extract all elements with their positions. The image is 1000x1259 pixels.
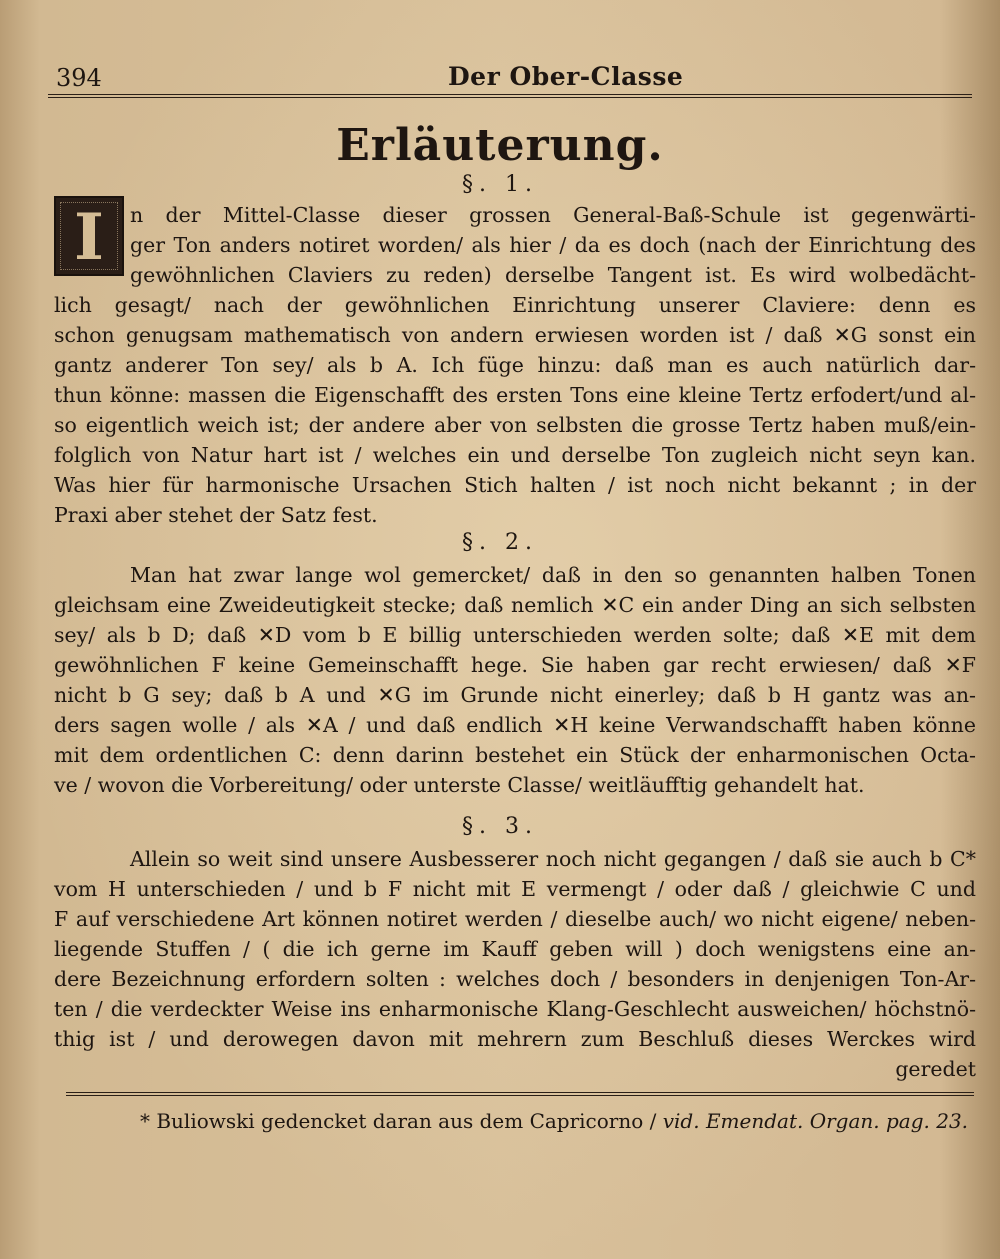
section-mark-3: §. 3. (462, 814, 538, 839)
paragraph-2-line-3: sey/ als b D; daß ✕D vom b E billig unterschieden werden solte; daß ✕E mit dem (54, 623, 976, 647)
footnote-rule (66, 1092, 974, 1096)
footnote-reference: vid. Emendat. Organ. pag. 23. (662, 1109, 969, 1133)
paragraph-3-line-1: Allein so weit sind unsere Ausbesserer noch nicht gegangen / daß sie auch b C* (130, 847, 976, 871)
paragraph-2-line-4: gewöhnlichen F keine Gemeinschafft hege. Sie haben gar recht erwiesen/ daß ✕F (54, 653, 976, 677)
paragraph-2-line-8: ve / wovon die Vorbereitung/ oder unterste Classe/ weitläufftig gehandelt hat. (54, 773, 865, 797)
paragraph-3-line-7: thig ist / und derowegen davon mit mehrern zum Beschluß dieses Werckes wird (54, 1027, 976, 1051)
paragraph-1-line-9: folglich von Natur hart ist / welches ein und derselbe Ton zugleich nicht seyn kan. (54, 443, 976, 467)
paragraph-3-line-3: F auf verschiedene Art können notiret werden / dieselbe auch/ wo nicht eigene/ neben- (54, 907, 976, 931)
footnote-text: * Buliowski gedencket daran aus dem Capricorno / (140, 1109, 663, 1133)
paragraph-3-line-5: dere Bezeichnung erfordern solten : welches doch / besonders in denjenigen Ton-Ar- (54, 967, 976, 991)
paragraph-2-line-2: gleichsam eine Zweideutigkeit stecke; daß nemlich ✕C ein ander Ding an sich selbsten (54, 593, 976, 617)
paragraph-2-line-7: mit dem ordentlichen C: denn darinn bestehet ein Stück der enharmonischen Octa- (54, 743, 976, 767)
header-rule (48, 94, 972, 98)
paragraph-1-line-5: schon genugsam mathematisch von andern erwiesen worden ist / daß ✕G sonst ein (54, 323, 976, 347)
paragraph-3-line-2: vom H unterschieden / und b F nicht mit E vermengt / oder daß / gleichwie C und (54, 877, 976, 901)
paragraph-1-line-7: thun könne: massen die Eigenschafft des ersten Tons eine kleine Tertz erfodert/und al- (54, 383, 976, 407)
paragraph-1-line-11: Praxi aber stehet der Satz fest. (54, 503, 378, 527)
paragraph-3-line-4: liegende Stuffen / ( die ich gerne im Kauff geben will ) doch wenigstens eine an- (54, 937, 976, 961)
page-header (48, 58, 972, 98)
paragraph-1-line-6: gantz anderer Ton sey/ als b A. Ich füge hinzu: daß man es auch natürlich dar- (54, 353, 976, 377)
paragraph-1-line-8: so eigentlich weich ist; der andere aber von selbsten die grosse Tertz haben muß/ein- (54, 413, 976, 437)
paragraph-2-line-6: ders sagen wolle / als ✕A / und daß endlich ✕H keine Verwandschafft haben könne (54, 713, 976, 737)
page-number: 394 (56, 64, 102, 92)
paragraph-1-line-10: Was hier für harmonische Ursachen Stich halten / ist noch nicht bekannt ; in der (54, 473, 976, 497)
section-mark-1: §. 1. (462, 172, 538, 197)
paragraph-1-line-1: n der Mittel-Classe dieser grossen General-Baß-Schule ist gegenwärti- (130, 203, 976, 227)
drop-cap-initial: I (54, 196, 124, 276)
section-title: Erläuterung. (336, 120, 664, 171)
paragraph-3-line-6: ten / die verdeckter Weise ins enharmonische Klang-Geschlecht ausweichen/ höchstnö- (54, 997, 976, 1021)
section-mark-2: §. 2. (462, 530, 538, 555)
paragraph-1-line-3: gewöhnlichen Claviers zu reden) derselbe Tangent ist. Es wird wolbedächt- (130, 263, 976, 287)
paragraph-2-line-5: nicht b G sey; daß b A und ✕G im Grunde nicht einerley; daß b H gantz was an- (54, 683, 976, 707)
paragraph-2-line-1: Man hat zwar lange wol gemercket/ daß in den so genannten halben Tonen (130, 563, 976, 587)
running-head: Der Ober-Classe (448, 62, 684, 91)
paragraph-3-line-8: geredet (895, 1057, 976, 1081)
footnote (140, 1106, 969, 1136)
paragraph-1-line-2: ger Ton anders notiret worden/ als hier / da es doch (nach der Einrichtung des (130, 233, 976, 257)
paragraph-1-line-4: lich gesagt/ nach der gewöhnlichen Einrichtung unserer Claviere: denn es (54, 293, 976, 317)
